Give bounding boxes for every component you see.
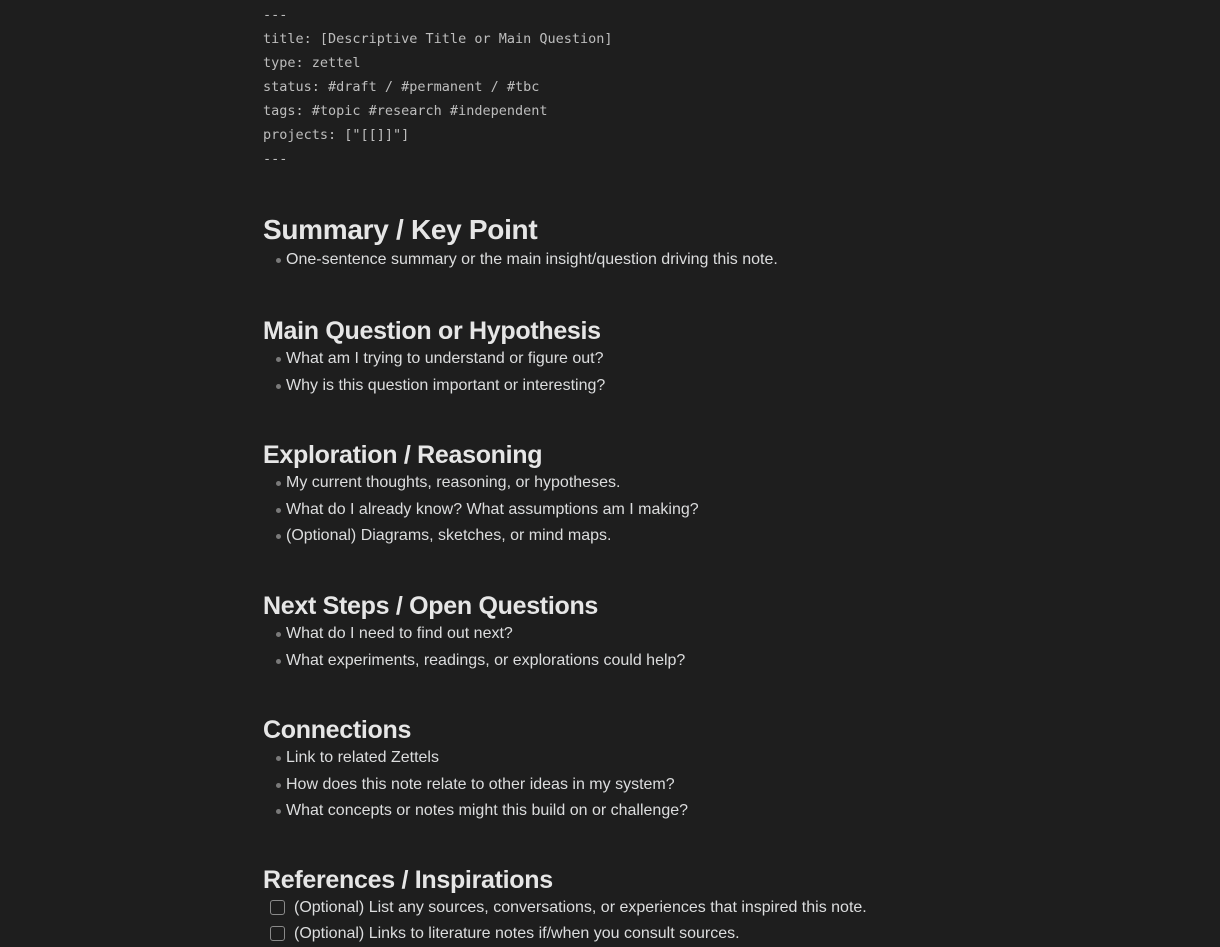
list-item[interactable]: How does this note relate to other ideas in my system? — [263, 772, 1023, 799]
section-references — [263, 865, 1023, 947]
frontmatter-status[interactable]: status: #draft / #permanent / #tbc — [263, 79, 540, 95]
frontmatter-type[interactable]: type: zettel — [263, 55, 361, 71]
frontmatter-tags[interactable]: tags: #topic #research #independent — [263, 103, 548, 119]
bullet-icon — [276, 357, 281, 362]
note-editor[interactable] — [263, 0, 963, 171]
bullet-icon — [276, 384, 281, 389]
frontmatter-projects[interactable]: projects: ["[[]]"] — [263, 127, 410, 143]
bullet-icon — [276, 783, 281, 788]
frontmatter[interactable] — [263, 0, 963, 171]
frontmatter-close: --- — [263, 151, 288, 167]
connections-list — [263, 745, 1023, 825]
bullet-icon — [276, 659, 281, 664]
task-item[interactable]: (Optional) List any sources, conversations, or experiences that inspired this note. — [263, 895, 1023, 921]
bullet-icon — [276, 508, 281, 513]
bullet-icon — [276, 258, 281, 263]
task-checkbox[interactable] — [270, 900, 285, 915]
bullet-icon — [276, 809, 281, 814]
list-item[interactable]: What am I trying to understand or figure out? — [263, 346, 1023, 373]
bullet-icon — [276, 481, 281, 486]
heading-next-steps: Next Steps / Open Questions — [263, 592, 599, 620]
section-question — [263, 316, 1023, 399]
section-connections — [263, 715, 1023, 825]
list-item[interactable]: One-sentence summary or the main insight/question driving this note. — [263, 247, 1023, 274]
bullet-icon — [276, 534, 281, 539]
list-item[interactable]: (Optional) Diagrams, sketches, or mind maps. — [263, 523, 1023, 550]
heading-question: Main Question or Hypothesis — [263, 317, 601, 345]
bullet-icon — [276, 756, 281, 761]
section-exploration — [263, 440, 1023, 550]
section-summary — [263, 213, 1023, 274]
list-item[interactable]: What do I already know? What assumptions am I making? — [263, 497, 1023, 524]
heading-exploration: Exploration / Reasoning — [263, 441, 543, 469]
frontmatter-open: --- — [263, 7, 288, 23]
question-list — [263, 346, 1023, 399]
list-item[interactable]: My current thoughts, reasoning, or hypotheses. — [263, 470, 1023, 497]
heading-summary: Summary / Key Point — [263, 214, 538, 245]
bullet-icon — [276, 632, 281, 637]
task-checkbox[interactable] — [270, 926, 285, 941]
summary-list — [263, 247, 1023, 274]
task-item[interactable]: (Optional) Links to literature notes if/when you consult sources. — [263, 921, 1023, 947]
list-item[interactable]: What experiments, readings, or explorations could help? — [263, 648, 1023, 675]
frontmatter-title[interactable]: title: [Descriptive Title or Main Question] — [263, 31, 613, 47]
list-item[interactable]: What concepts or notes might this build on or challenge? — [263, 798, 1023, 825]
section-next-steps — [263, 591, 1023, 674]
exploration-list — [263, 470, 1023, 550]
list-item[interactable]: Link to related Zettels — [263, 745, 1023, 772]
heading-connections: Connections — [263, 716, 412, 744]
list-item[interactable]: Why is this question important or interesting? — [263, 373, 1023, 400]
list-item[interactable]: What do I need to find out next? — [263, 621, 1023, 648]
heading-references: References / Inspirations — [263, 866, 553, 894]
next-steps-list — [263, 621, 1023, 674]
references-task-list — [263, 895, 1023, 947]
